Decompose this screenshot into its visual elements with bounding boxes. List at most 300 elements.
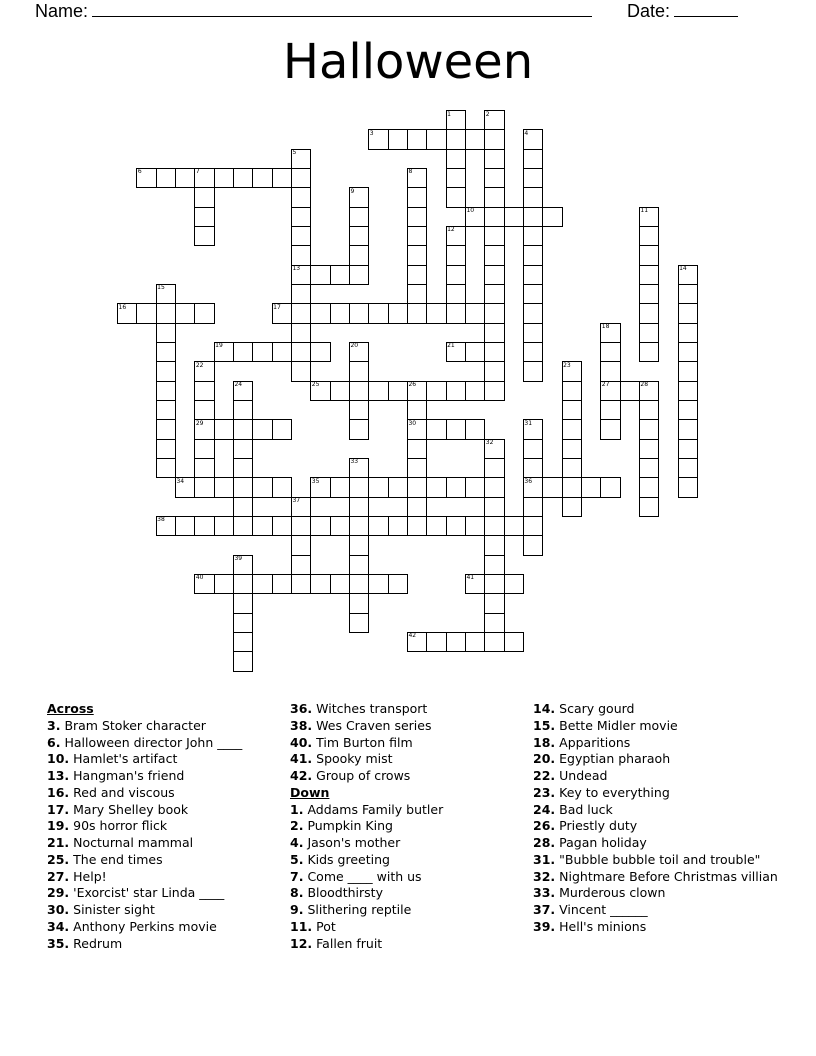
clue-number-label: 22	[195, 361, 204, 369]
grid-cell[interactable]	[388, 574, 408, 594]
grid-cell[interactable]	[214, 168, 234, 188]
grid-cell[interactable]	[214, 574, 234, 594]
grid-cell[interactable]	[349, 574, 369, 594]
grid-cell[interactable]	[678, 284, 698, 304]
grid-cell[interactable]	[368, 303, 388, 323]
clue-number-label: 36	[524, 477, 533, 485]
clue-number: 10.	[47, 751, 70, 767]
grid-cell[interactable]	[465, 381, 485, 401]
grid-cell[interactable]	[349, 516, 369, 536]
grid-cell[interactable]	[310, 342, 330, 362]
grid-cell[interactable]	[465, 419, 485, 439]
grid-cell[interactable]	[252, 342, 272, 362]
grid-cell[interactable]	[678, 381, 698, 401]
grid-cell[interactable]	[426, 129, 446, 149]
clue-number-label: 30	[408, 419, 417, 427]
grid-cell[interactable]	[194, 207, 214, 227]
grid-cell[interactable]	[600, 477, 620, 497]
grid-cell[interactable]	[562, 497, 582, 517]
grid-cell[interactable]	[484, 265, 504, 285]
grid-cell[interactable]	[484, 381, 504, 401]
grid-cell[interactable]	[291, 284, 311, 304]
grid-cell[interactable]	[330, 477, 350, 497]
grid-cell[interactable]	[600, 400, 620, 420]
grid-cell[interactable]	[484, 458, 504, 478]
grid-cell[interactable]	[523, 323, 543, 343]
grid-cell[interactable]	[446, 149, 466, 169]
grid-cell[interactable]	[233, 342, 253, 362]
clue-column-3	[533, 701, 778, 936]
grid-cell[interactable]	[484, 168, 504, 188]
grid-cell[interactable]	[407, 226, 427, 246]
grid-cell[interactable]	[349, 226, 369, 246]
grid-cell[interactable]	[446, 477, 466, 497]
clue-across	[290, 768, 535, 785]
grid-cell[interactable]	[388, 516, 408, 536]
grid-cell[interactable]	[233, 477, 253, 497]
clue-text: Hamlet's artifact	[73, 751, 178, 767]
grid-cell[interactable]	[504, 632, 524, 652]
grid-cell[interactable]	[678, 400, 698, 420]
clue-down	[533, 919, 778, 936]
grid-cell[interactable]	[388, 303, 408, 323]
clue-number: 7.	[290, 868, 304, 884]
grid-cell[interactable]	[407, 129, 427, 149]
grid-cell[interactable]	[484, 574, 504, 594]
grid-cell[interactable]	[678, 439, 698, 459]
grid-cell[interactable]	[484, 497, 504, 517]
grid-cell[interactable]	[407, 284, 427, 304]
grid-cell[interactable]	[562, 400, 582, 420]
clue-number-label: 25	[311, 381, 320, 389]
grid-cell[interactable]	[562, 419, 582, 439]
clue-down	[290, 919, 535, 936]
grid-cell[interactable]	[562, 477, 582, 497]
clue-number-label: 8	[408, 168, 413, 176]
grid-cell[interactable]	[233, 613, 253, 633]
clue-text: Nightmare Before Christmas villian	[559, 868, 778, 884]
grid-cell[interactable]	[523, 187, 543, 207]
clue-across	[47, 802, 292, 819]
grid-cell[interactable]	[523, 226, 543, 246]
grid-cell[interactable]	[349, 245, 369, 265]
grid-cell[interactable]	[484, 632, 504, 652]
grid-cell[interactable]	[291, 342, 311, 362]
grid-cell[interactable]	[523, 361, 543, 381]
grid-cell[interactable]	[426, 381, 446, 401]
grid-cell[interactable]	[639, 284, 659, 304]
grid-cell[interactable]	[156, 361, 176, 381]
grid-cell[interactable]	[484, 323, 504, 343]
grid-cell[interactable]	[349, 477, 369, 497]
grid-cell[interactable]	[446, 303, 466, 323]
grid-cell[interactable]	[484, 187, 504, 207]
grid-cell[interactable]	[523, 516, 543, 536]
grid-cell[interactable]	[639, 497, 659, 517]
clue-number: 2.	[290, 818, 304, 834]
grid-cell[interactable]	[175, 516, 195, 536]
clue-number-label: 33	[350, 458, 359, 466]
grid-cell[interactable]	[484, 593, 504, 613]
grid-cell[interactable]	[175, 303, 195, 323]
grid-cell[interactable]	[310, 516, 330, 536]
grid-cell[interactable]	[446, 381, 466, 401]
grid-cell[interactable]	[291, 226, 311, 246]
grid-cell[interactable]	[156, 419, 176, 439]
grid-cell[interactable]	[446, 168, 466, 188]
down-heading: Down	[290, 784, 330, 800]
grid-cell[interactable]	[639, 477, 659, 497]
grid-cell[interactable]	[426, 419, 446, 439]
grid-cell[interactable]	[426, 516, 446, 536]
grid-cell[interactable]	[194, 381, 214, 401]
grid-cell[interactable]	[523, 168, 543, 188]
grid-cell[interactable]	[678, 419, 698, 439]
grid-cell[interactable]	[523, 207, 543, 227]
grid-cell[interactable]	[136, 303, 156, 323]
clue-number: 18.	[533, 734, 556, 750]
grid-cell[interactable]	[426, 632, 446, 652]
grid-cell[interactable]	[214, 516, 234, 536]
grid-cell[interactable]	[639, 323, 659, 343]
grid-cell[interactable]	[465, 303, 485, 323]
grid-cell[interactable]	[272, 516, 292, 536]
grid-cell[interactable]	[272, 477, 292, 497]
grid-cell[interactable]	[426, 477, 446, 497]
grid-cell[interactable]	[484, 149, 504, 169]
grid-cell[interactable]	[291, 207, 311, 227]
grid-cell[interactable]	[310, 265, 330, 285]
grid-cell[interactable]	[407, 207, 427, 227]
grid-cell[interactable]	[504, 207, 524, 227]
grid-cell[interactable]	[484, 613, 504, 633]
grid-cell[interactable]	[233, 168, 253, 188]
grid-cell[interactable]	[542, 207, 562, 227]
grid-cell[interactable]	[368, 381, 388, 401]
grid-cell[interactable]	[600, 361, 620, 381]
clue-number: 1.	[290, 801, 304, 817]
grid-cell[interactable]	[233, 574, 253, 594]
grid-cell[interactable]	[407, 458, 427, 478]
grid-cell[interactable]	[562, 458, 582, 478]
grid-cell[interactable]	[639, 400, 659, 420]
grid-cell[interactable]	[484, 284, 504, 304]
clue-number-label: 32	[485, 439, 494, 447]
grid-cell[interactable]	[272, 168, 292, 188]
clue-number: 33.	[533, 885, 556, 901]
grid-cell[interactable]	[272, 574, 292, 594]
grid-cell[interactable]	[407, 400, 427, 420]
grid-cell[interactable]	[388, 381, 408, 401]
grid-cell[interactable]	[639, 439, 659, 459]
grid-cell[interactable]	[639, 419, 659, 439]
grid-cell[interactable]	[446, 419, 466, 439]
grid-cell[interactable]	[233, 497, 253, 517]
clue-number-label: 18	[601, 323, 610, 331]
grid-cell[interactable]	[639, 265, 659, 285]
grid-cell[interactable]	[523, 149, 543, 169]
grid-cell[interactable]	[465, 129, 485, 149]
name-label: Name:	[35, 1, 89, 21]
grid-cell[interactable]	[291, 516, 311, 536]
grid-cell[interactable]	[194, 439, 214, 459]
grid-cell[interactable]	[291, 361, 311, 381]
grid-cell[interactable]	[426, 303, 446, 323]
grid-cell[interactable]	[233, 632, 253, 652]
grid-cell[interactable]	[446, 129, 466, 149]
clue-across	[47, 835, 292, 852]
grid-cell[interactable]	[272, 419, 292, 439]
grid-cell[interactable]	[523, 284, 543, 304]
clue-text: Group of crows	[316, 768, 411, 783]
grid-cell[interactable]	[465, 632, 485, 652]
grid-cell[interactable]	[175, 168, 195, 188]
clue-text: Pot	[316, 918, 336, 934]
clue-down	[533, 818, 778, 835]
clue-number: 25.	[47, 851, 70, 867]
grid-cell[interactable]	[252, 516, 272, 536]
grid-cell[interactable]	[233, 593, 253, 613]
grid-cell[interactable]	[407, 303, 427, 323]
grid-cell[interactable]	[484, 516, 504, 536]
clue-number: 21.	[47, 835, 70, 850]
grid-cell[interactable]	[368, 516, 388, 536]
clue-number: 27.	[47, 868, 70, 884]
grid-cell[interactable]	[156, 439, 176, 459]
grid-cell[interactable]	[639, 458, 659, 478]
grid-cell[interactable]	[252, 168, 272, 188]
grid-cell[interactable]	[252, 574, 272, 594]
grid-cell[interactable]	[542, 477, 562, 497]
name-blank[interactable]	[92, 0, 592, 17]
grid-cell[interactable]	[407, 439, 427, 459]
clue-down	[290, 818, 535, 835]
grid-cell[interactable]	[291, 187, 311, 207]
name-field[interactable]	[35, 0, 592, 22]
grid-cell[interactable]	[523, 303, 543, 323]
grid-cell[interactable]	[349, 400, 369, 420]
grid-cell[interactable]	[465, 516, 485, 536]
grid-cell[interactable]	[252, 477, 272, 497]
grid-cell[interactable]	[291, 574, 311, 594]
grid-cell[interactable]	[620, 381, 640, 401]
grid-cell[interactable]	[368, 574, 388, 594]
grid-cell[interactable]	[678, 361, 698, 381]
grid-cell[interactable]	[194, 226, 214, 246]
grid-cell[interactable]	[291, 245, 311, 265]
grid-cell[interactable]	[446, 516, 466, 536]
date-blank[interactable]	[674, 0, 738, 17]
grid-cell[interactable]	[194, 400, 214, 420]
grid-cell[interactable]	[214, 477, 234, 497]
clue-text: Mary Shelley book	[73, 801, 189, 817]
grid-cell[interactable]	[504, 516, 524, 536]
grid-cell[interactable]	[291, 535, 311, 555]
grid-cell[interactable]	[156, 323, 176, 343]
grid-cell[interactable]	[156, 458, 176, 478]
grid-cell[interactable]	[465, 477, 485, 497]
clue-number-label: 35	[311, 477, 320, 485]
clue-number: 22.	[533, 768, 556, 783]
grid-cell[interactable]	[349, 361, 369, 381]
clue-number-label: 39	[234, 555, 243, 563]
grid-cell[interactable]	[233, 516, 253, 536]
clue-number-label: 4	[524, 129, 529, 137]
grid-cell[interactable]	[523, 439, 543, 459]
grid-cell[interactable]	[562, 381, 582, 401]
clue-number-label: 41	[466, 574, 475, 582]
grid-cell[interactable]	[272, 342, 292, 362]
grid-cell[interactable]	[233, 419, 253, 439]
grid-cell[interactable]	[291, 323, 311, 343]
grid-cell[interactable]	[484, 129, 504, 149]
grid-cell[interactable]	[639, 245, 659, 265]
grid-cell[interactable]	[446, 284, 466, 304]
grid-cell[interactable]	[388, 129, 408, 149]
grid-cell[interactable]	[407, 187, 427, 207]
grid-cell[interactable]	[446, 245, 466, 265]
grid-cell[interactable]	[156, 400, 176, 420]
grid-cell[interactable]	[678, 323, 698, 343]
grid-cell[interactable]	[194, 477, 214, 497]
grid-cell[interactable]	[484, 477, 504, 497]
grid-cell[interactable]	[407, 265, 427, 285]
grid-cell[interactable]	[330, 303, 350, 323]
grid-cell[interactable]	[194, 516, 214, 536]
grid-cell[interactable]	[349, 303, 369, 323]
clue-across	[47, 852, 292, 869]
grid-cell[interactable]	[194, 458, 214, 478]
clue-text: Anthony Perkins movie	[73, 918, 217, 934]
grid-cell[interactable]	[291, 303, 311, 323]
grid-cell[interactable]	[465, 342, 485, 362]
clue-text: "Bubble bubble toil and trouble"	[559, 851, 761, 867]
clue-number: 9.	[290, 902, 304, 917]
grid-cell[interactable]	[407, 516, 427, 536]
grid-cell[interactable]	[523, 497, 543, 517]
grid-cell[interactable]	[330, 516, 350, 536]
clue-across	[47, 885, 292, 902]
grid-cell[interactable]	[600, 342, 620, 362]
grid-cell[interactable]	[330, 381, 350, 401]
grid-cell[interactable]	[330, 574, 350, 594]
grid-cell[interactable]	[310, 574, 330, 594]
clue-text: Tim Burton film	[316, 734, 413, 750]
grid-cell[interactable]	[233, 651, 253, 671]
grid-cell[interactable]	[349, 593, 369, 613]
grid-cell[interactable]	[194, 303, 214, 323]
grid-cell[interactable]	[368, 477, 388, 497]
grid-cell[interactable]	[214, 419, 234, 439]
grid-cell[interactable]	[156, 303, 176, 323]
clue-number: 15.	[533, 717, 556, 733]
grid-cell[interactable]	[349, 555, 369, 575]
grid-cell[interactable]	[484, 535, 504, 555]
grid-cell[interactable]	[407, 245, 427, 265]
grid-cell[interactable]	[349, 207, 369, 227]
grid-cell[interactable]	[407, 477, 427, 497]
grid-cell[interactable]	[484, 555, 504, 575]
grid-cell[interactable]	[233, 400, 253, 420]
grid-cell[interactable]	[446, 632, 466, 652]
grid-cell[interactable]	[523, 535, 543, 555]
clue-across	[290, 701, 535, 718]
grid-cell[interactable]	[484, 245, 504, 265]
grid-cell[interactable]	[388, 477, 408, 497]
clue-down	[533, 701, 778, 718]
grid-cell[interactable]	[349, 613, 369, 633]
grid-cell[interactable]	[562, 439, 582, 459]
clue-across	[47, 751, 292, 768]
grid-cell[interactable]	[446, 187, 466, 207]
grid-cell[interactable]	[678, 477, 698, 497]
grid-cell[interactable]	[291, 555, 311, 575]
clue-down	[533, 785, 778, 802]
grid-cell[interactable]	[484, 342, 504, 362]
grid-cell[interactable]	[407, 497, 427, 517]
grid-cell[interactable]	[349, 497, 369, 517]
grid-cell[interactable]	[349, 265, 369, 285]
grid-cell[interactable]	[600, 419, 620, 439]
grid-cell[interactable]	[349, 535, 369, 555]
grid-cell[interactable]	[252, 419, 272, 439]
grid-cell[interactable]	[484, 361, 504, 381]
clue-across	[47, 936, 292, 953]
grid-cell[interactable]	[349, 419, 369, 439]
clue-text: Bloodthirsty	[307, 885, 383, 901]
grid-cell[interactable]	[156, 342, 176, 362]
clue-number-label: 20	[350, 342, 359, 350]
grid-cell[interactable]	[581, 477, 601, 497]
clue-down	[290, 936, 535, 953]
date-label: Date:	[627, 1, 671, 21]
grid-cell[interactable]	[291, 168, 311, 188]
grid-cell[interactable]	[639, 226, 659, 246]
clue-down	[533, 885, 778, 902]
grid-cell[interactable]	[484, 226, 504, 246]
grid-cell[interactable]	[523, 245, 543, 265]
grid-cell[interactable]	[156, 168, 176, 188]
grid-cell[interactable]	[678, 458, 698, 478]
grid-cell[interactable]	[504, 574, 524, 594]
clue-down	[533, 802, 778, 819]
grid-cell[interactable]	[194, 187, 214, 207]
grid-cell[interactable]	[349, 381, 369, 401]
grid-cell[interactable]	[523, 342, 543, 362]
grid-cell[interactable]	[678, 342, 698, 362]
grid-cell[interactable]	[233, 439, 253, 459]
clue-number-label: 1	[447, 110, 451, 118]
grid-cell[interactable]	[330, 265, 350, 285]
grid-cell[interactable]	[484, 303, 504, 323]
grid-cell[interactable]	[446, 265, 466, 285]
clue-number: 24.	[533, 801, 556, 817]
grid-cell[interactable]	[310, 303, 330, 323]
grid-cell[interactable]	[156, 381, 176, 401]
grid-cell[interactable]	[639, 342, 659, 362]
across-heading: Across	[47, 701, 94, 716]
grid-cell[interactable]	[523, 458, 543, 478]
puzzle-title: Halloween	[282, 34, 534, 90]
grid-cell[interactable]	[523, 265, 543, 285]
grid-cell[interactable]	[639, 303, 659, 323]
clue-across	[290, 718, 535, 735]
grid-cell[interactable]	[678, 303, 698, 323]
clue-number: 11.	[290, 918, 313, 934]
grid-cell[interactable]	[484, 207, 504, 227]
grid-cell[interactable]	[233, 458, 253, 478]
date-field[interactable]	[627, 0, 738, 22]
